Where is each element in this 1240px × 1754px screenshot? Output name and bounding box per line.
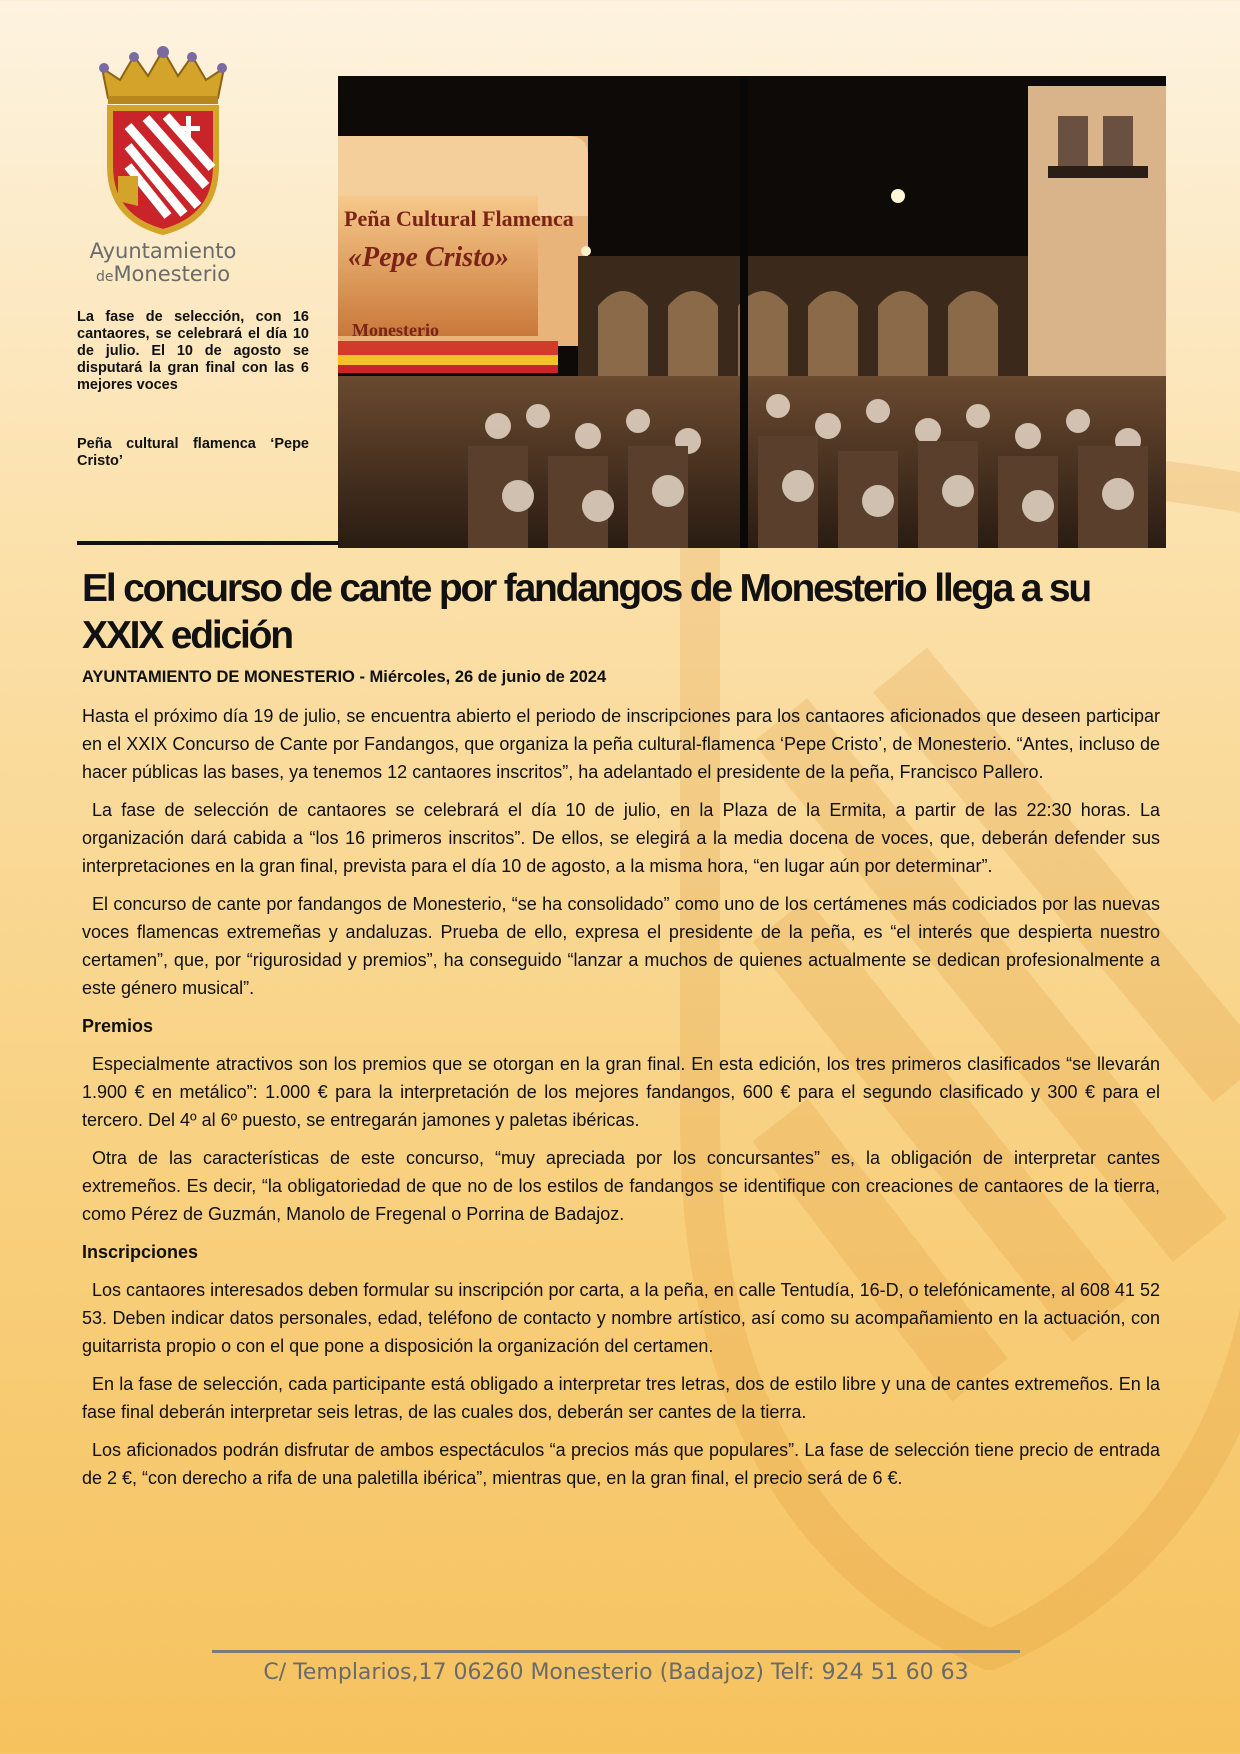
logo-line-2-name: Monesterio <box>113 262 231 286</box>
coat-of-arms-icon <box>88 46 238 236</box>
footer-rule <box>212 1650 1020 1653</box>
municipality-logo <box>88 46 238 289</box>
byline-source: AYUNTAMIENTO DE MONESTERIO <box>82 668 355 686</box>
event-photo <box>338 76 1166 548</box>
selection-caption: La fase de selección, con 16 cantaores, se celebrará el día 10 de julio. El 10 de agosto se disputará la gran final con las 6 mejores voces <box>77 309 309 393</box>
divider-rule <box>77 541 339 545</box>
article-body <box>82 702 1160 1502</box>
footer-address: C/ Templarios,17 06260 Monesterio (Badajoz) Telf: 924 51 60 63 <box>263 1660 969 1685</box>
banner-text-1: Peña Cultural Flamenca <box>344 206 574 231</box>
paragraph: La fase de selección de cantaores se celebrará el día 10 de julio, en la Plaza de la Ermita, a partir de las 22:30 horas. La organización dará cabida a “los 16 primeros inscritos”. De ellos, se elegirá a la media docena de voces, que, deberán defender sus interpretaciones en la gran final, prevista para el día 10 de agosto, a la misma hora, “en lugar aún por determinar”. <box>82 800 1160 876</box>
section-heading-premios: Premios <box>82 1016 154 1036</box>
paragraph: Los cantaores interesados deben formular su inscripción por carta, a la peña, en calle Tentudía, 16-D, o telefónicamente, al 608 41 52 53. Deben indicar datos personales, edad, teléfono de contacto y nombre artístico, así como su acompañamiento en la actuación, con guitarrista propio o con el que pone a disposición la organización del certamen. <box>82 1280 1160 1356</box>
byline <box>82 668 1172 687</box>
paragraph: Hasta el próximo día 19 de julio, se encuentra abierto el periodo de inscripciones para los cantaores aficionados que deseen participar en el XXIX Concurso de Cante por Fandangos, que organiza la peña cultural-flamenca ‘Pepe Cristo’, de Monesterio. “Antes, incluso de hacer públicas las bases, ya tenemos 12 cantaores inscritos”, ha adelantado el presidente de la peña, Francisco Pallero. <box>82 706 1160 782</box>
photo-caption: Peña cultural flamenca ‘Pepe Cristo’ <box>77 436 309 469</box>
crown-icon <box>99 46 227 104</box>
byline-date: - Miércoles, 26 de junio de 2024 <box>354 668 607 686</box>
paragraph: En la fase de selección, cada participante está obligado a interpretar tres letras, dos de estilo libre y una de cantes extremeños. En la fase final deberán interpretar seis letras, de las cuales dos, deberán ser cantes de la tierra. <box>82 1374 1160 1422</box>
logo-line-1: Ayuntamiento <box>89 239 237 263</box>
paragraph: El concurso de cante por fandangos de Monesterio, “se ha consolidado” como uno de los certámenes más codiciados por las nuevas voces flamencas extremeñas y andaluzas. Prueba de ello, expresa el presidente de la peña, es “el interés que despierta nuestro certamen”, que, por “rigurosidad y premios”, ha conseguido “lanzar a muchos de quienes actualmente se dedican profesionalmente a este género musical”. <box>82 894 1160 998</box>
paragraph: Los aficionados podrán disfrutar de ambos espectáculos “a precios más que populares”. La fase de selección tiene precio de entrada de 2 €, “con derecho a rifa de una paletilla ibérica”, mientras que, en la gran final, el precio será de 6 €. <box>82 1440 1160 1488</box>
paragraph: Especialmente atractivos son los premios que se otorgan en la gran final. En esta edición, los tres primeros clasificados “se llevarán 1.900 € en metálico”: 1.000 € para la interpretación de los mejores fandangos, 600 € para el segundo clasificado y 300 € para el tercero. Del 4º al 6º puesto, se entregarán jamones y paletas ibéricas. <box>82 1054 1160 1130</box>
banner-text-3: Monesterio <box>352 320 439 340</box>
section-heading-inscripciones: Inscripciones <box>82 1242 199 1262</box>
article-headline: El concurso de cante por fandangos de Monesterio llega a su XXIX edición <box>82 567 1090 657</box>
paragraph: Otra de las características de este concurso, “muy apreciada por los concursantes” es, la obligación de interpretar cantes extremeños. Es decir, “la obligatoriedad de que no de los estilos de fandangos se identifique con creaciones de cantaores de la tierra, como Pérez de Guzmán, Manolo de Fregenal o Porrina de Badajoz. <box>82 1148 1160 1224</box>
logo-line-2-prefix: de <box>95 269 114 285</box>
logo-line-2 <box>88 263 238 289</box>
banner-text-2: «Pepe Cristo» <box>348 242 509 273</box>
